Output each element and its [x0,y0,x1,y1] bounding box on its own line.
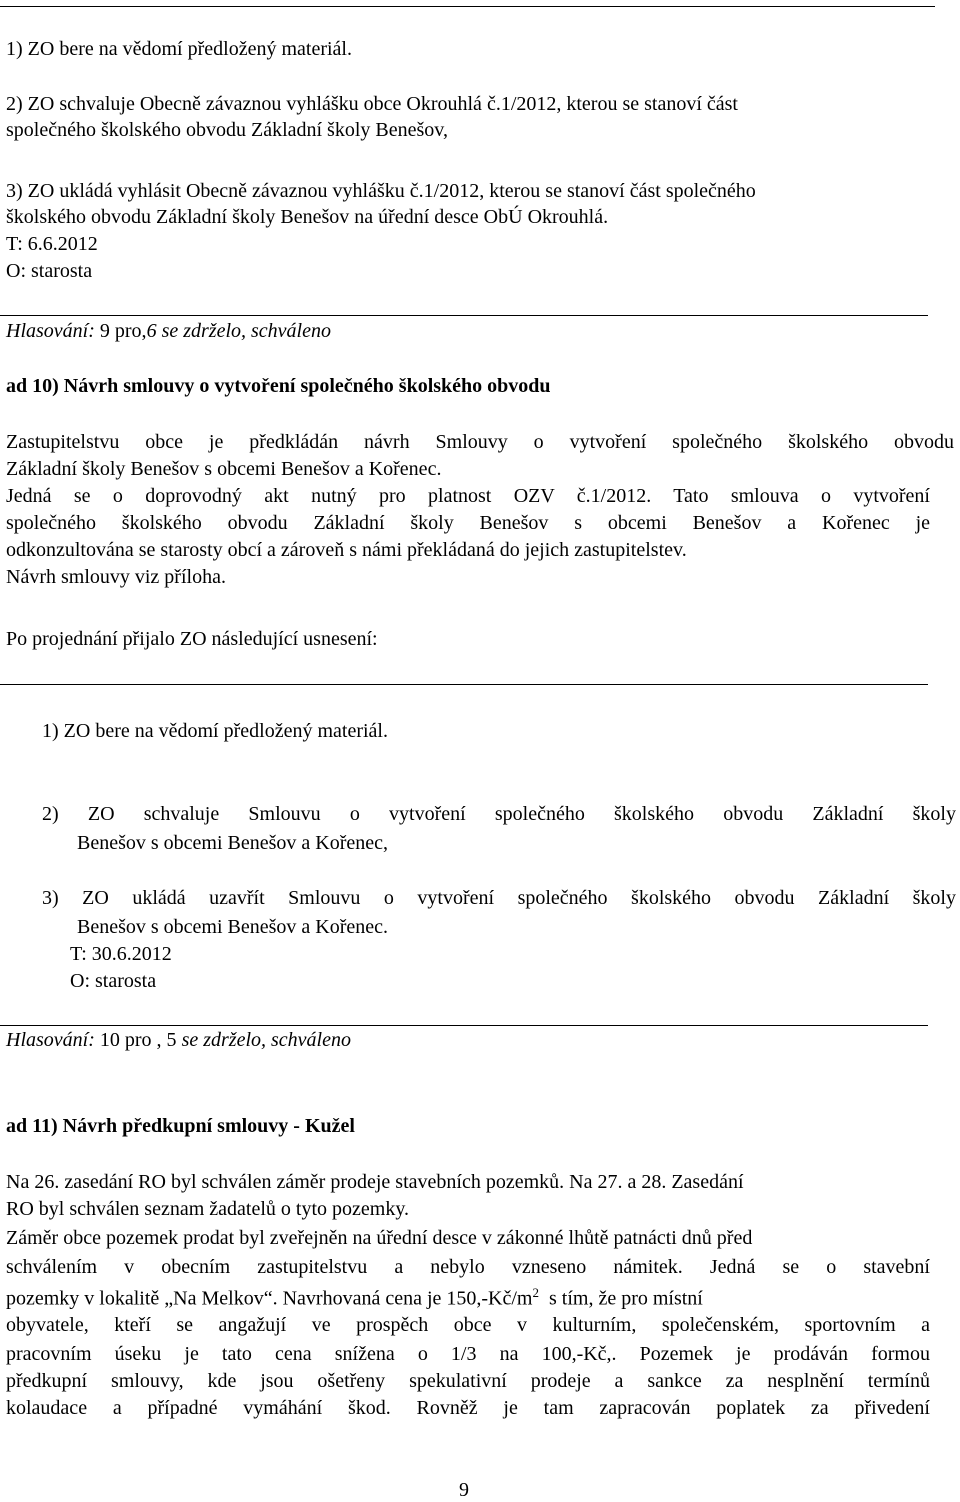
vote-prefix: Hlasování: [6,1029,95,1051]
section-10-p1-line-1: Zastupitelstvu obce je předkládán návrh Smlouvy o vytvoření společného školského obvodu [6,431,954,453]
section-10-item-2-line-2: Benešov s obcemi Benešov a Kořenec, [77,832,389,854]
vote-line-1 [6,320,331,343]
resolution-rule [0,684,928,685]
section-11-heading: ad 11) Návrh předkupní smlouvy - Kužel [6,1115,355,1137]
section-10-p1-line-2: Základní školy Benešov s obcemi Benešov a Kořenec. [6,458,442,480]
section-10-p2-line-1: Jedná se o doprovodný akt nutný pro platnost OZV č.1/2012. Tato smlouva o vytvoření [6,485,930,507]
vote-line-2 [6,1029,351,1052]
section-11-line-1: Na 26. zasedání RO byl schválen záměr prodeje stavebních pozemků. Na 27. a 28. Zasedání [6,1171,744,1193]
top-rule [0,6,935,7]
section-10-p3: Návrh smlouvy viz příloha. [6,566,226,588]
top-item-2-line-2: společného školského obvodu Základní školy Benešov, [6,119,448,141]
top-responsible: O: starosta [6,260,93,282]
section-10-item-1: 1) ZO bere na vědomí předložený materiál. [42,720,388,742]
section-11-line-5-text: pozemky v lokalitě „Na Melkov“. Navrhovaná cena je $150,-Kč/m^2$ s tím, že pro místní [6,1285,703,1310]
section-10-responsible: O: starosta [70,970,157,992]
top-item-1: 1) ZO bere na vědomí předložený materiál. [6,38,352,60]
section-11-line-4: schválením v obecním zastupitelstvu a nebylo vzneseno námitek. Jedná se o stavební [6,1256,930,1278]
section-10-p2-line-2: společného školského obvodu Základní školy Benešov s obcemi Benešov a Kořenec je [6,512,930,534]
vote-result: 6 se zdrželo, schváleno [146,320,331,342]
section-10-item-3-line-1: 3) ZO ukládá uzavřít Smlouvu o vytvoření společného školského obvodu Základní školy [42,887,956,909]
superscript-2: 2 [532,1285,539,1300]
vote-result: se zdrželo, schváleno [181,1029,351,1051]
section-11-line-7: pracovním úseku je tato cena snížena o 1/3 na 100,-Kč,. Pozemek je prodáván formou [6,1343,930,1365]
section-11-line-9: kolaudace a případné vymáhání škod. Rovněž je tam zapracován poplatek za přivedení [6,1397,930,1419]
section-11-line-6: obyvatele, kteří se angažují ve prospěch obce v kulturním, společenském, sportovním a [6,1314,930,1336]
section-11-line-8: předkupní smlouvy, kde jsou ošetřeny spekulativní prodeje a sankce za nesplnění termínů [6,1370,930,1392]
section-11-line-5 [6,1285,930,1311]
top-item-2-line-1: 2) ZO schvaluje Obecně závaznou vyhlášku obce Okrouhlá č.1/2012, kterou se stanoví část [6,93,738,115]
top-item-3-line-2: školského obvodu Základní školy Benešov na úřední desce ObÚ Okrouhlá. [6,206,609,228]
section-10-heading: ad 10) Návrh smlouvy o vytvoření společného školského obvodu [6,375,551,397]
section-11-line-2: RO byl schválen seznam žadatelů o tyto pozemky. [6,1198,410,1220]
section-10-term: T: 30.6.2012 [70,943,172,965]
vote-prefix: Hlasování: [6,320,95,342]
top-term: T: 6.6.2012 [6,233,98,255]
vote-count: 10 pro , 5 [94,1029,182,1051]
top-item-3-line-1: 3) ZO ukládá vyhlásit Obecně závaznou vyhlášku č.1/2012, kterou se stanoví část společného [6,180,756,202]
vote-rule-1 [0,315,928,316]
page-number: 9 [459,1479,469,1501]
vote-rule-2 [0,1025,928,1026]
section-10-p2-line-3: odkonzultována se starosty obcí a zároveň s námi překládaná do jejich zastupitelstev. [6,539,687,561]
section-10-item-3-line-2: Benešov s obcemi Benešov a Kořenec. [77,916,389,938]
vote-count: 9 pro, [94,320,147,342]
section-11-line-3: Záměr obce pozemek prodat byl zveřejněn na úřední desce v zákonné lhůtě patnácti dnů před [6,1227,753,1249]
section-10-item-2-line-1: 2) ZO schvaluje Smlouvu o vytvoření společného školského obvodu Základní školy [42,803,956,825]
resolution-intro: Po projednání přijalo ZO následující usnesení: [6,628,378,650]
